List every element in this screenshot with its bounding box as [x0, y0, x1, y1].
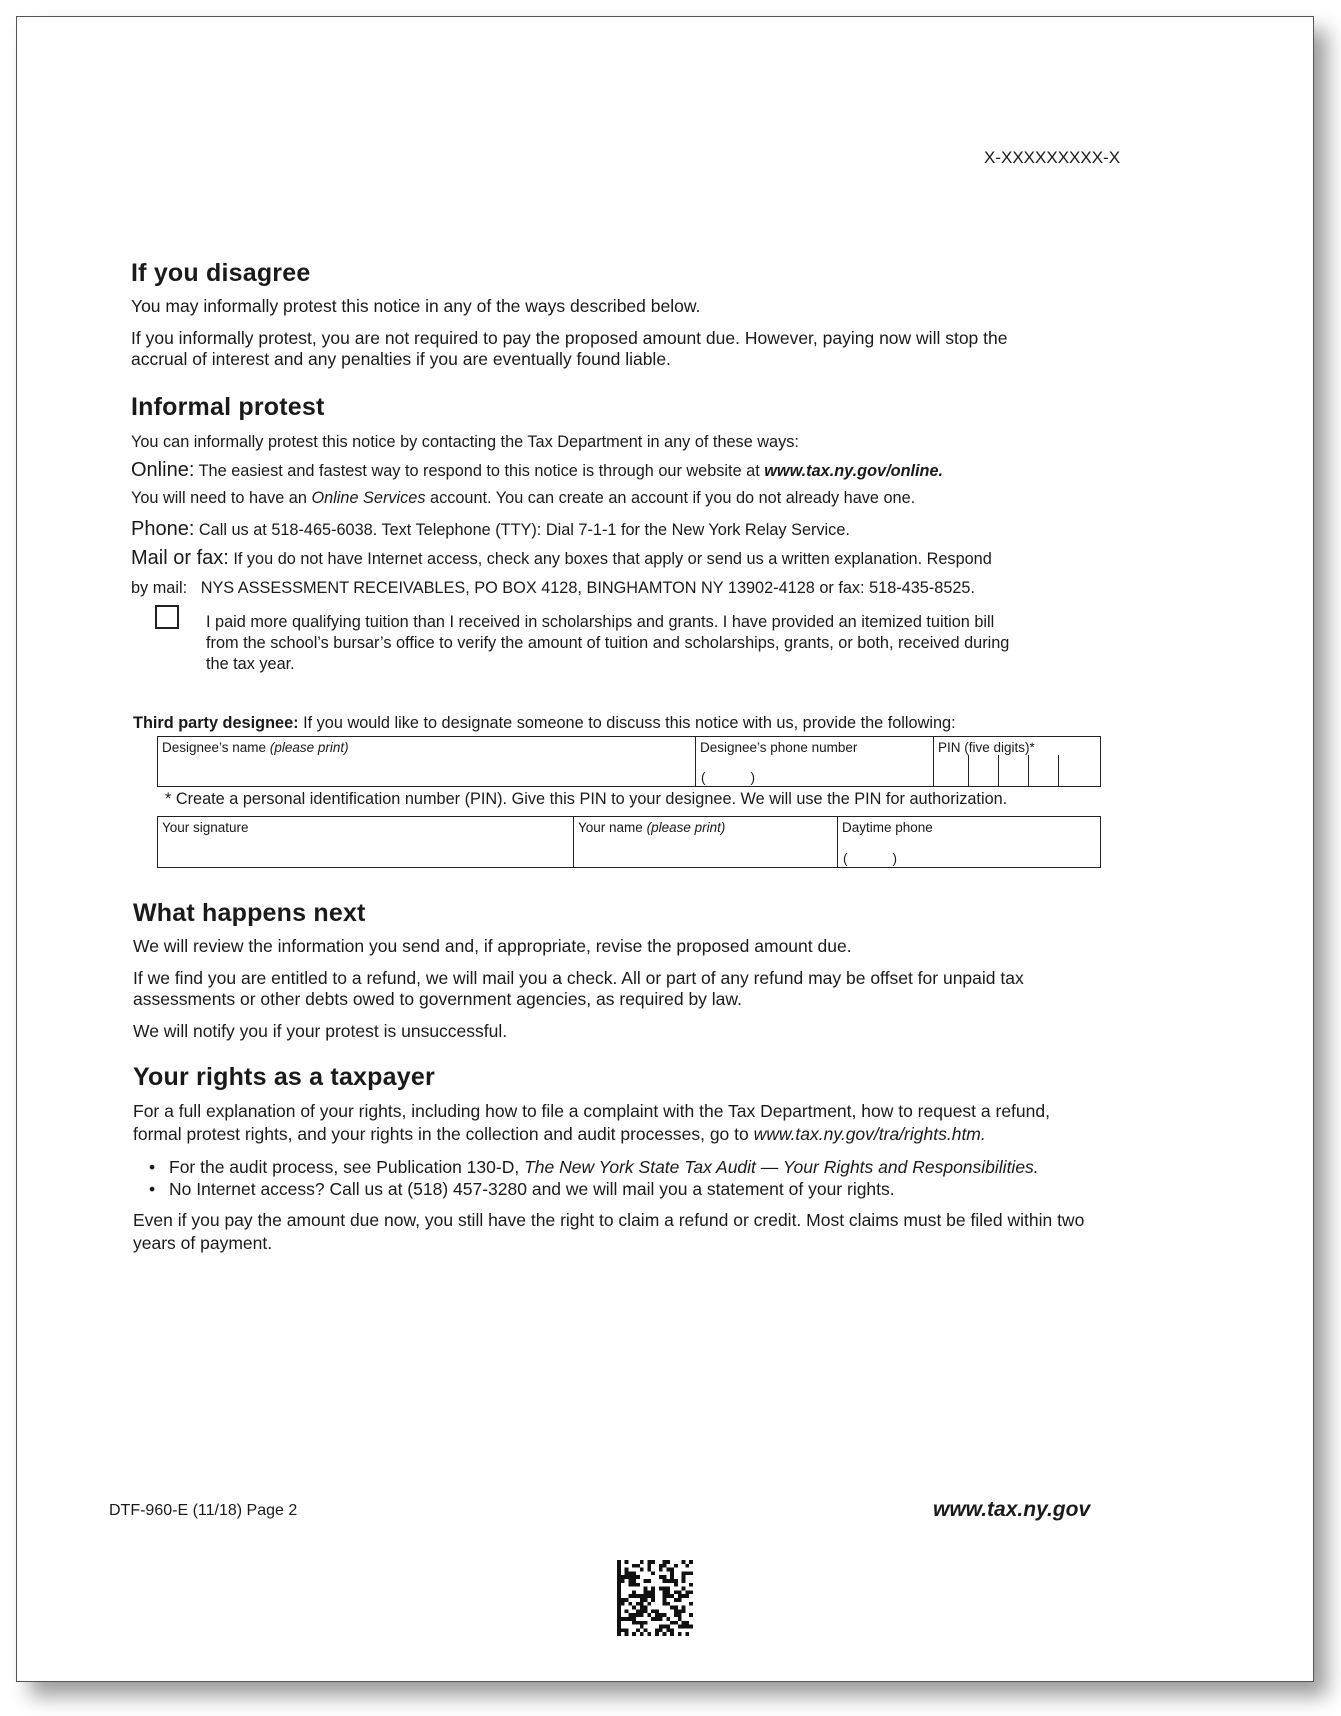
rights-bullet-2: No Internet access? Call us at (518) 457-3280 and we will mail you a statement of your rights.: [169, 1179, 895, 1199]
online-services-text: Online Services: [311, 489, 426, 507]
daytime-phone-area: ( ): [843, 851, 898, 866]
signature-table: [157, 816, 1101, 868]
mail-line-2: [131, 578, 975, 599]
document-id: X-XXXXXXXXX-X: [984, 148, 1121, 167]
rights-paragraph-2a: Even if you pay the amount due now, you still have the right to claim a refund or credit. Most claims must be filed within two: [133, 1210, 1085, 1230]
online-label: Online:: [131, 459, 195, 481]
online-line-2: [131, 488, 915, 509]
protest-intro: You can informally protest this notice by contacting the Tax Department in any of these ways:: [131, 433, 799, 451]
designee-name-field[interactable]: [158, 737, 696, 786]
heading-if-you-disagree: If you disagree: [131, 259, 311, 287]
designee-name-label: Designee’s name (please print): [162, 740, 349, 755]
pin-digit-box[interactable]: [1028, 755, 1058, 786]
next-paragraph-3: We will notify you if your protest is unsuccessful.: [133, 1021, 508, 1041]
rights-paragraph-1a: For a full explanation of your rights, including how to file a complaint with the Tax Department, how to request a refund,: [133, 1101, 1050, 1121]
designee-pin-label: PIN (five digits)*: [938, 740, 1035, 755]
online-text: The easiest and fastest way to respond to this notice is through our website at: [198, 462, 760, 480]
publication-title: The New York State Tax Audit — Your Rights and Responsibilities.: [524, 1157, 1039, 1177]
designee-table: [157, 736, 1101, 787]
footer-website-link[interactable]: www.tax.ny.gov: [933, 1498, 1091, 1521]
mail-address: NYS ASSESSMENT RECEIVABLES, PO BOX 4128, BINGHAMTON NY 13902-4128 or fax: 518-435-8525.: [200, 579, 976, 597]
tuition-text-2: from the school’s bursar’s office to verify the amount of tuition and scholarships, grants, or both, received during: [206, 634, 1010, 652]
rights-bullet-1: For the audit process, see Publication 130-D, The New York State Tax Audit — Your Rights and Responsibilities.: [169, 1157, 1039, 1177]
heading-what-happens-next: What happens next: [133, 899, 366, 927]
rights-url-link[interactable]: www.tax.ny.gov/tra/rights.htm.: [753, 1124, 986, 1144]
signature-label: Your signature: [162, 820, 249, 835]
online-line-2b: account. You can create an account if you do not already have one.: [430, 489, 916, 507]
phone-label: Phone:: [131, 518, 195, 540]
online-line: [131, 460, 943, 482]
rights-paragraph-2b: years of payment.: [133, 1233, 273, 1253]
mail-label: Mail or fax:: [131, 547, 229, 569]
mail-text: If you do not have Internet access, check any boxes that apply or send us a written explanation. Respond: [233, 550, 992, 568]
online-line-2a: You will need to have an: [131, 489, 307, 507]
pin-digit-box[interactable]: [968, 755, 998, 786]
pin-digit-box[interactable]: [998, 755, 1028, 786]
next-paragraph-2b: assessments or other debts owed to government agencies, as required by law.: [133, 989, 742, 1009]
mail-line: [131, 548, 992, 570]
signature-field[interactable]: [158, 817, 574, 867]
your-name-label: Your name (please print): [578, 820, 726, 835]
phone-text: Call us at 518-465-6038. Text Telephone (TTY): Dial 7-1-1 for the New York Relay Service.: [198, 521, 850, 539]
designee-line: [133, 713, 956, 734]
rights-paragraph-1b: formal protest rights, and your rights in the collection and audit processes, go to www.tax.ny.gov/tra/rights.htm.: [133, 1124, 986, 1144]
disagree-paragraph-2b: accrual of interest and any penalties if you are eventually found liable.: [131, 349, 671, 369]
tuition-text-1: I paid more qualifying tuition than I received in scholarships and grants. I have provided an itemized tuition bill: [206, 613, 995, 631]
online-url-link[interactable]: www.tax.ny.gov/online.: [764, 462, 944, 480]
tuition-checkbox[interactable]: [155, 605, 179, 629]
bullet-marker: •: [149, 1179, 156, 1199]
pin-digit-box[interactable]: [1058, 755, 1088, 786]
next-paragraph-1: We will review the information you send and, if appropriate, revise the proposed amount due.: [133, 936, 852, 956]
designee-label: Third party designee:: [133, 714, 299, 732]
heading-informal-protest: Informal protest: [131, 393, 325, 421]
2d-barcode-image: [617, 1560, 693, 1636]
daytime-phone-label: Daytime phone: [842, 820, 933, 835]
designee-phone-label: Designee’s phone number: [700, 740, 858, 755]
disagree-paragraph-2a: If you informally protest, you are not required to pay the proposed amount due. However, paying now will stop the: [131, 328, 1008, 348]
designee-phone-area: ( ): [701, 770, 756, 785]
designee-pin-field[interactable]: [934, 737, 1100, 786]
heading-your-rights: Your rights as a taxpayer: [133, 1063, 435, 1091]
tuition-text-3: the tax year.: [206, 655, 295, 673]
daytime-phone-field[interactable]: [838, 817, 1100, 867]
next-paragraph-2a: If we find you are entitled to a refund, we will mail you a check. All or part of any refund may be offset for unpaid tax: [133, 968, 1024, 988]
designee-text: If you would like to designate someone to discuss this notice with us, provide the following:: [303, 714, 956, 732]
disagree-paragraph-1: You may informally protest this notice in any of the ways described below.: [131, 296, 701, 316]
pin-note: * Create a personal identification number (PIN). Give this PIN to your designee. We will use the PIN for authorization.: [165, 790, 1008, 808]
your-name-field[interactable]: [574, 817, 838, 867]
designee-phone-field[interactable]: [696, 737, 934, 786]
bullet-marker: •: [149, 1157, 156, 1177]
mail-by-mail-label: by mail:: [131, 579, 188, 597]
form-number: DTF-960-E (11/18) Page 2: [109, 1502, 298, 1519]
phone-line: [131, 519, 850, 541]
